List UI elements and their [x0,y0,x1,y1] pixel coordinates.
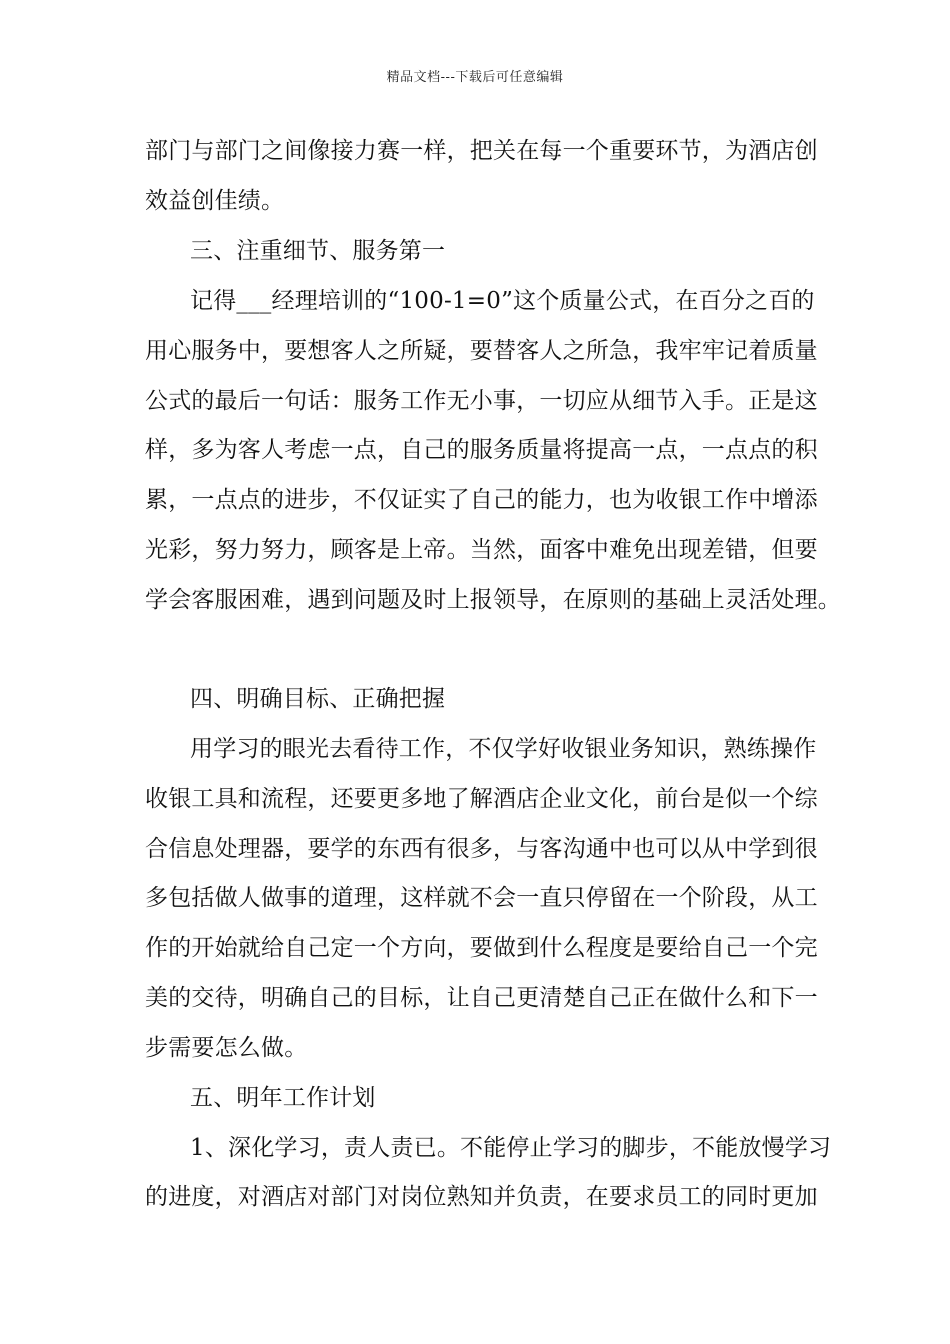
section-heading-4: 四、明确目标、正确把握 [190,686,446,712]
paragraph-line: 作的开始就给自己定一个方向，要做到什么程度是要给自己一个完 [145,935,818,961]
paragraph-line: 部门与部门之间像接力赛一样，把关在每一个重要环节，为酒店创 [145,138,818,164]
paragraph-line: 合信息处理器，要学的东西有很多，与客沟通中也可以从中学到很 [145,836,818,862]
paragraph-line: 效益创佳绩。 [145,188,285,214]
paragraph-line: 用心服务中，要想客人之所疑，要替客人之所急，我牢牢记着质量 [145,338,818,364]
paragraph-line: 的进度，对酒店对部门对岗位熟知并负责，在要求员工的同时更加 [145,1184,818,1210]
paragraph-line: 记得___经理培训的“100-1=0”这个质量公式，在百分之百的 [190,288,815,314]
paragraph-line: 学会客服困难，遇到问题及时上报领导，在原则的基础上灵活处理。 [145,587,841,613]
section-heading-5: 五、明年工作计划 [190,1085,376,1111]
paragraph-line: 样，多为客人考虑一点，自己的服务质量将提高一点，一点点的积 [145,437,818,463]
paragraph-line: 多包括做人做事的道理，这样就不会一直只停留在一个阶段，从工 [145,885,818,911]
paragraph-line: 1、深化学习，责人责已。不能停止学习的脚步，不能放慢学习 [190,1135,832,1161]
paragraph-line: 光彩，努力努力，顾客是上帝。当然，面客中难免出现差错，但要 [145,537,818,563]
paragraph-line: 用学习的眼光去看待工作，不仅学好收银业务知识，熟练操作 [190,736,817,762]
section-heading-3: 三、注重细节、服务第一 [190,238,446,264]
paragraph-line: 收银工具和流程，还要更多地了解酒店企业文化，前台是似一个综 [145,786,818,812]
paragraph-line: 步需要怎么做。 [145,1035,308,1061]
paragraph-line: 美的交待，明确自己的目标，让自己更清楚自己正在做什么和下一 [145,985,818,1011]
paragraph-line: 累，一点点的进步，不仅证实了自己的能力，也为收银工作中增添 [145,487,818,513]
paragraph-line: 公式的最后一句话：服务工作无小事，一切应从细节入手。正是这 [145,388,818,414]
page-header: 精品文档---下载后可任意编辑 [386,70,564,85]
